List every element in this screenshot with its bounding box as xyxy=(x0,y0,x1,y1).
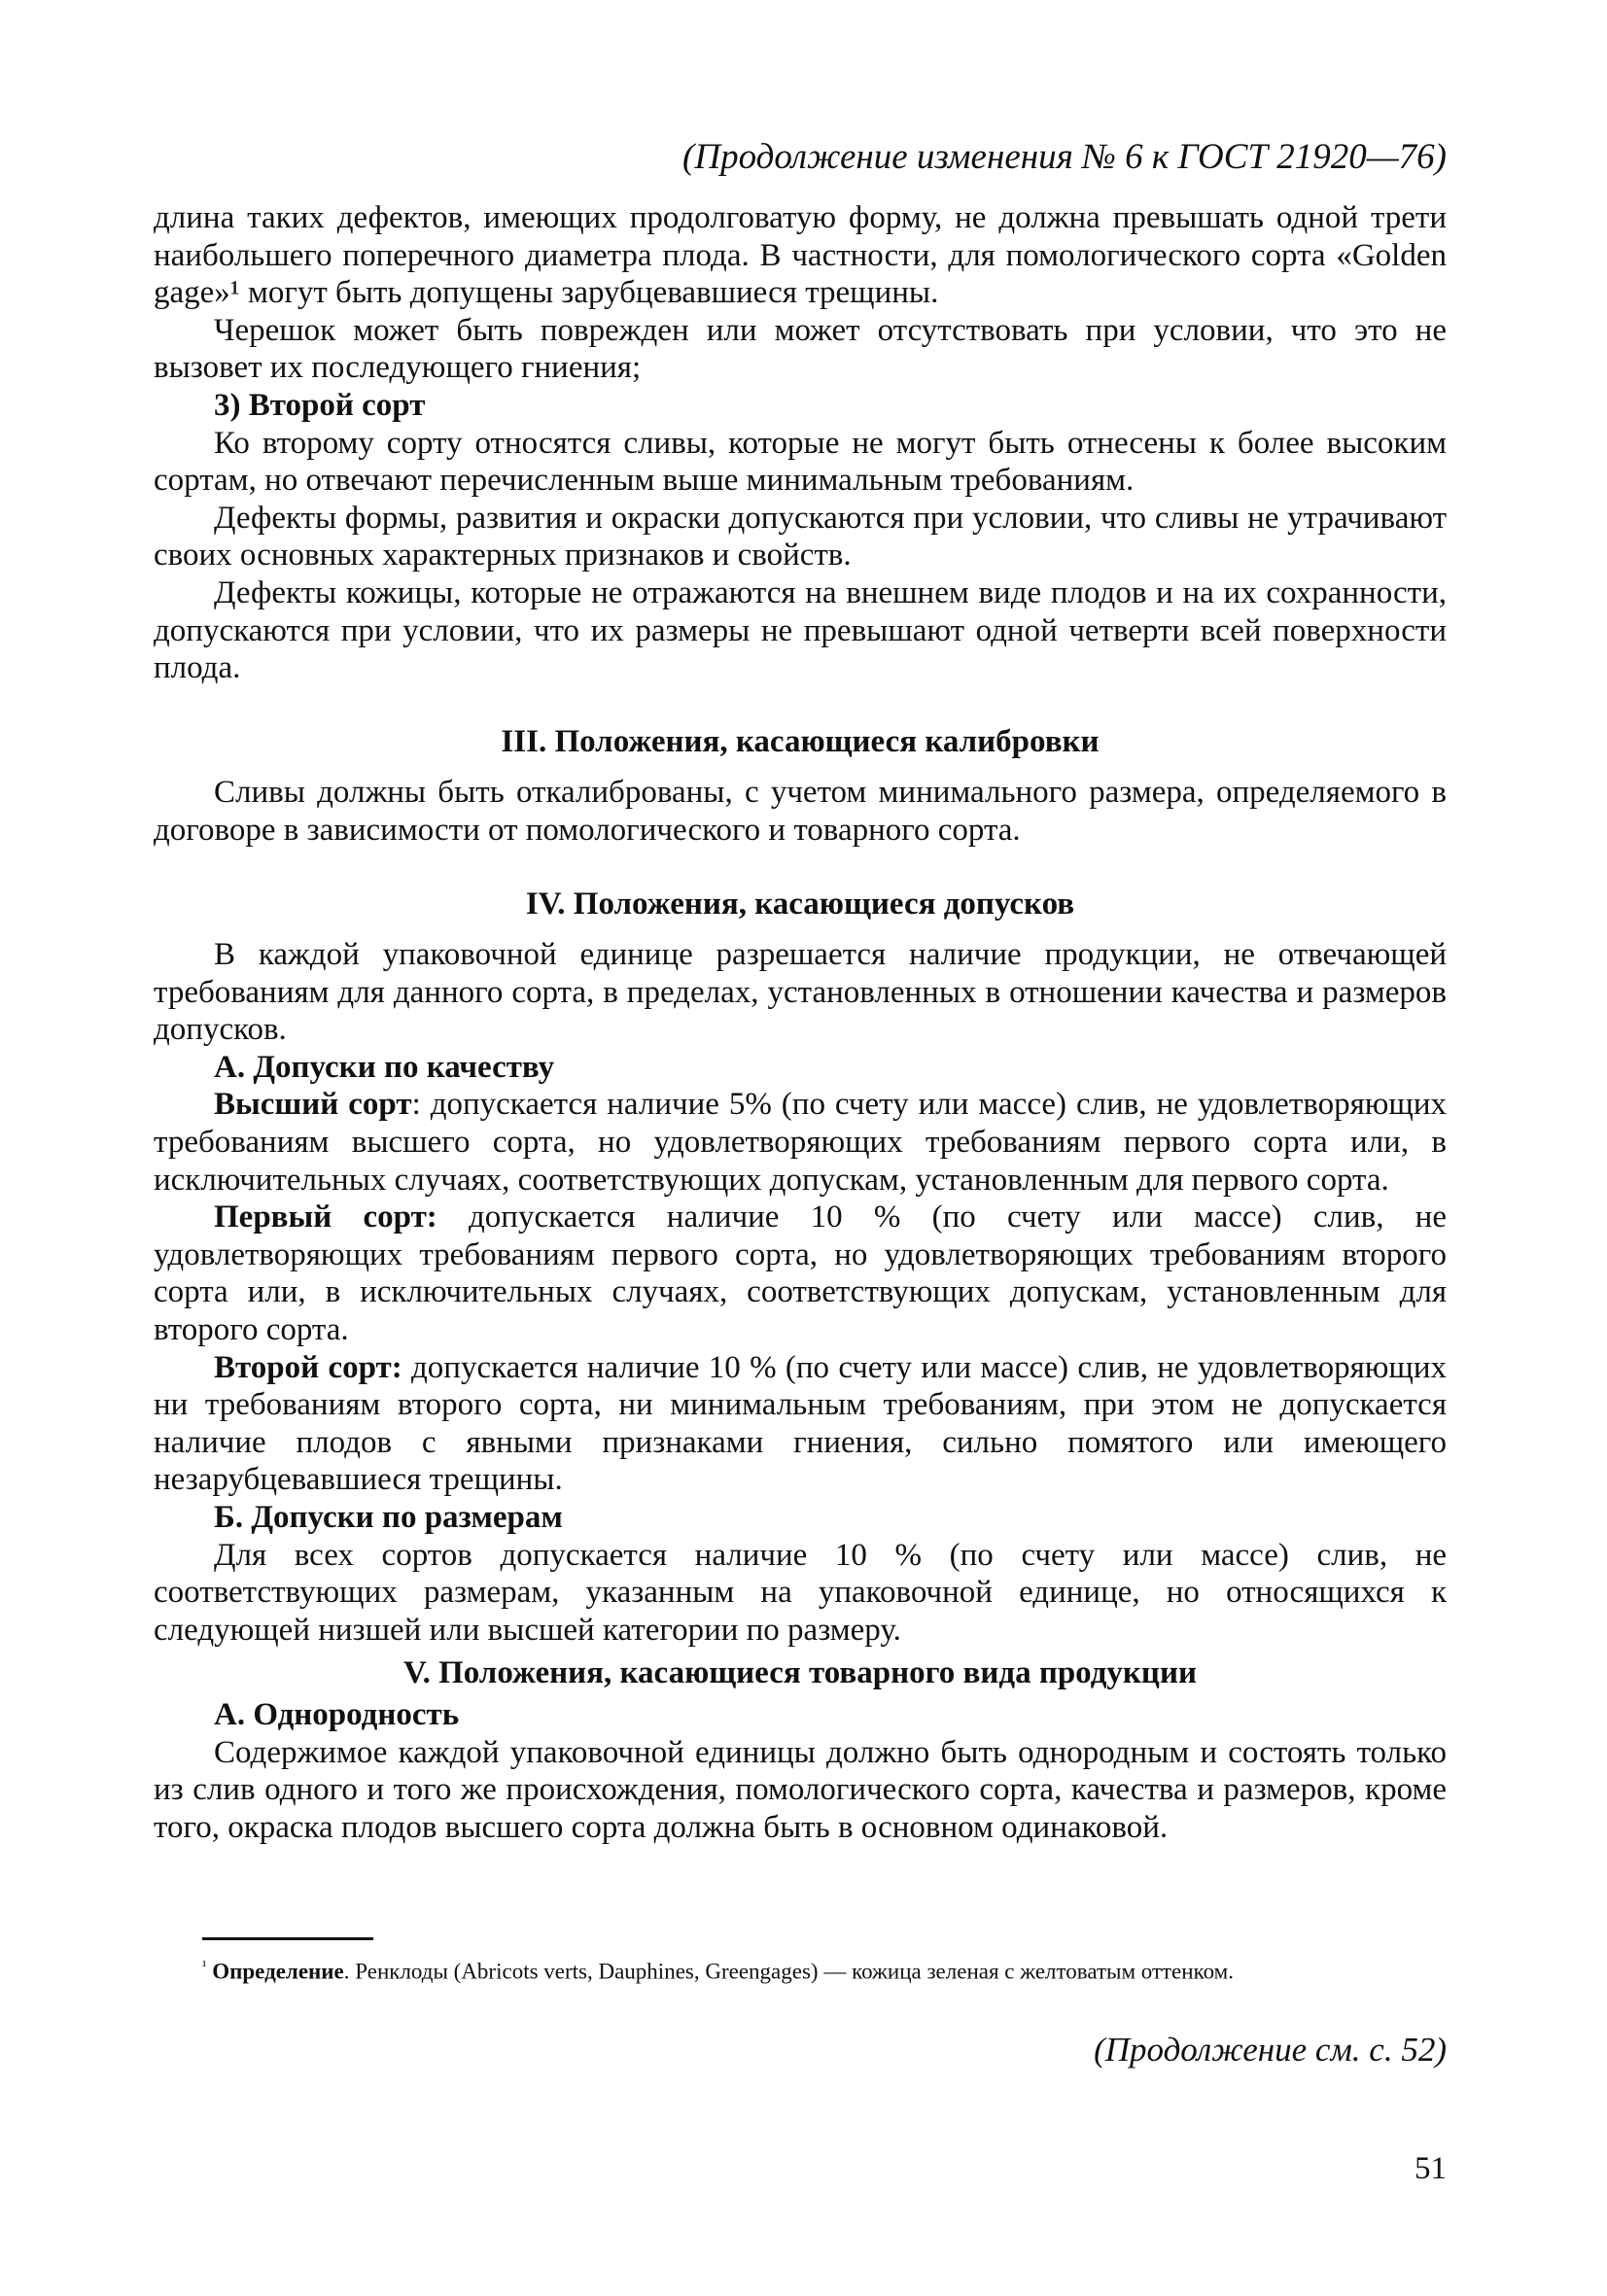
paragraph: Содержимое каждой упаковочной единицы должно быть однородным и состоять только из слив одного и того же происхождения, помологического сорта, качества и размеров, кроме того, окраска плодов высшего сорта должна быть в основном одинаковой. xyxy=(154,1734,1447,1845)
term-first-grade: Первый сорт: xyxy=(214,1200,437,1235)
paragraph-text: допускается наличие 10 % (по счету или массе) слив, не удовлетворяющих ни требованиям второго сорта, ни минимальным требованиям, при этом не допускается наличие плодов с явными признаками гниения, сильно помятого или имеющего незарубцевавшиеся трещины. xyxy=(154,1349,1447,1498)
footnote-label: Определение xyxy=(212,1959,344,1984)
paragraph: Для всех сортов допускается наличие 10 % (по счету или массе) слив, не соответствующих размерам, указанным на упаковочной единице, но относящихся к следующей низшей или высшей категории по размеру. xyxy=(154,1537,1447,1648)
paragraph-highest-grade xyxy=(154,1086,1447,1199)
subheading-size-tolerances: Б. Допуски по размерам xyxy=(214,1500,563,1535)
document-body xyxy=(154,199,1447,1846)
subheading-uniformity: А. Однородность xyxy=(214,1696,460,1732)
page-header: (Продолжение изменения № 6 к ГОСТ 21920—76) xyxy=(682,137,1447,177)
paragraph-second-grade xyxy=(154,1349,1447,1499)
footnote-mark: ¹ xyxy=(202,1959,207,1974)
footnote-text: . Ренклоды (Abricots verts, Dauphines, Greengages) — кожица зеленая с желтоватым оттенком. xyxy=(343,1959,1234,1984)
paragraph-text: допускается наличие 10 % (по счету или массе) слив, не удовлетворяющих требованиям первого сорта, но удовлетворяющих требованиям второго сорта или, в исключительных случаях, соответствующих допускам, установленным для второго сорта. xyxy=(154,1200,1447,1348)
page-number: 51 xyxy=(1415,2151,1447,2186)
paragraph: Дефекты формы, развития и окраски допускаются при условии, что сливы не утрачивают своих основных характерных признаков и свойств. xyxy=(154,500,1447,574)
paragraph-first-grade xyxy=(154,1199,1447,1348)
section-heading-presentation: V. Положения, касающиеся товарного вида продукции xyxy=(403,1655,1197,1691)
paragraph: Сливы должны быть откалиброваны, с учетом минимального размера, определяемого в договоре в зависимости от помологического и товарного сорта. xyxy=(154,775,1447,848)
continuation-note: (Продолжение см. с. 52) xyxy=(1094,2031,1447,2069)
subheading-second-grade: 3) Второй сорт xyxy=(214,387,426,423)
paragraph-text: : допускается наличие 5% (по счету или массе) слив, не удовлетворяющих требованиям высшего сорта, но удовлетворяющих требованиям первого сорта или, в исключительных случаях, соответствующих допускам, установленным для первого сорта. xyxy=(154,1087,1447,1198)
paragraph: Черешок может быть поврежден или может отсутствовать при условии, что это не вызовет их последующего гниения; xyxy=(154,312,1447,386)
section-heading-calibration: III. Положения, касающиеся калибровки xyxy=(501,723,1100,759)
term-second-grade: Второй сорт: xyxy=(214,1349,402,1385)
paragraph: длина таких дефектов, имеющих продолговатую форму, не должна превышать одной трети наибольшего поперечного диаметра плода. В частности, для помологического сорта «Golden gage»¹ могут быть допущены зарубцевавшиеся трещины. xyxy=(154,200,1447,311)
term-highest-grade: Высший сорт xyxy=(214,1087,412,1123)
footnote-divider xyxy=(202,1937,373,1940)
section-heading-tolerances: IV. Положения, касающиеся допусков xyxy=(525,886,1075,922)
footnote xyxy=(202,1953,1447,1986)
paragraph: В каждой упаковочной единице разрешается наличие продукции, не отвечающей требованиям для данного сорта, в пределах, установленных в отношении качества и размеров допусков. xyxy=(154,937,1447,1048)
subheading-quality-tolerances: А. Допуски по качеству xyxy=(214,1049,555,1085)
paragraph: Ко второму сорту относятся сливы, которые не могут быть отнесены к более высоким сортам, но отвечают перечисленным выше минимальным требованиям. xyxy=(154,425,1447,499)
paragraph: Дефекты кожицы, которые не отражаются на внешнем виде плодов и на их сохранности, допускаются при условии, что их размеры не превышают одной четверти всей поверхности плода. xyxy=(154,574,1447,686)
